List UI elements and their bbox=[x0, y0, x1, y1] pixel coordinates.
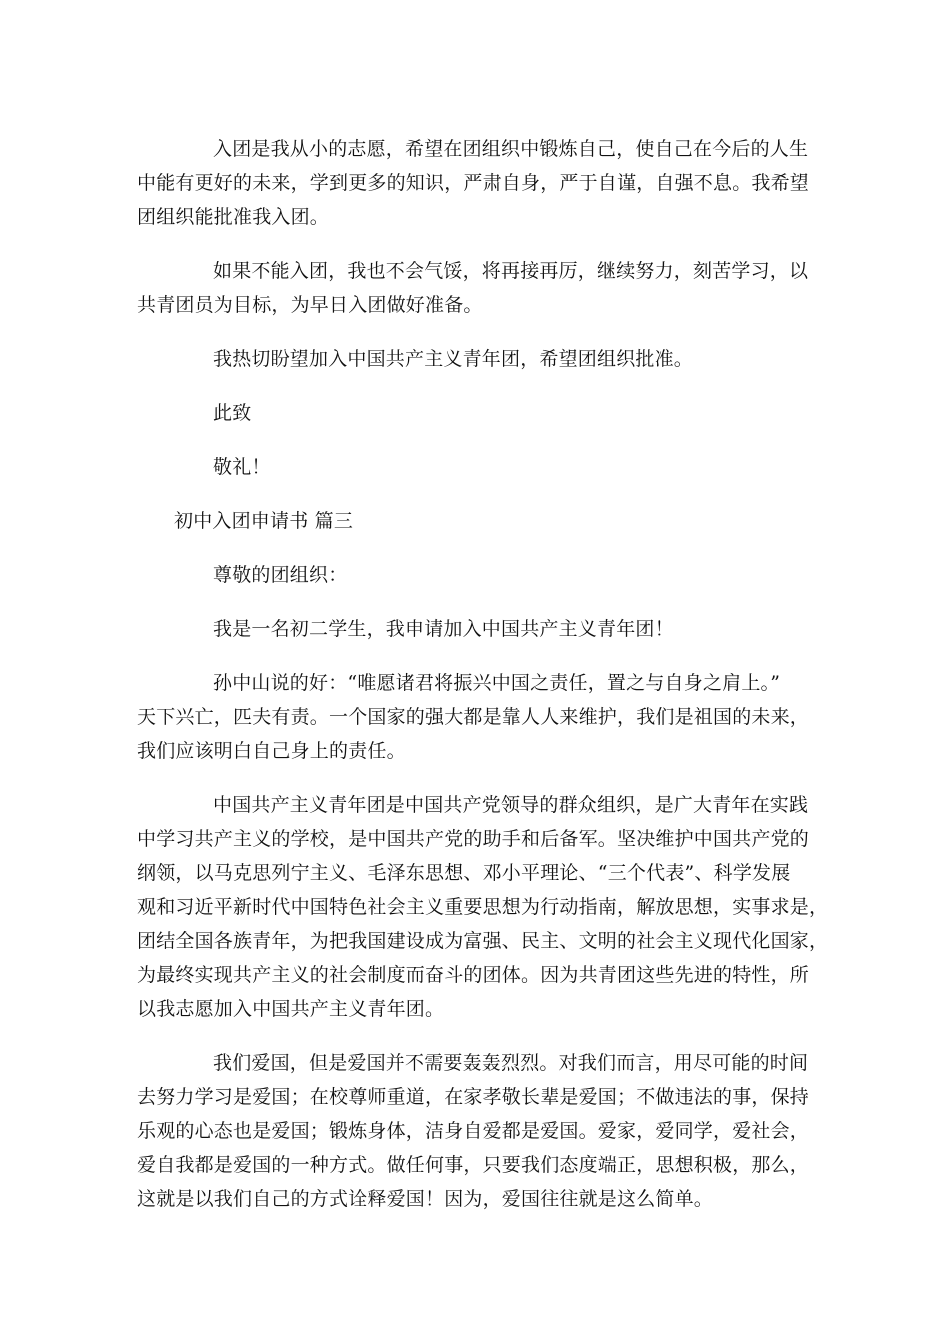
paragraph-line: 为最终实现共产主义的社会制度而奋斗的团体。因为共青团这些先进的特性，所 bbox=[137, 964, 810, 986]
paragraph-line: 中国共产主义青年团是中国共产党领导的群众组织，是广大青年在实践 bbox=[213, 794, 809, 816]
paragraph-line: 中学习共产主义的学校，是中国共产党的助手和后备军。坚决维护中国共产党的 bbox=[137, 828, 810, 850]
greeting-line: 尊敬的团组织： bbox=[213, 564, 348, 586]
closing-line: 此致 bbox=[213, 402, 252, 424]
paragraph-line: 这就是以我们自己的方式诠释爱国！因为，爱国往往就是这么简单。 bbox=[137, 1188, 714, 1210]
paragraph-line: 团组织能批准我入团。 bbox=[137, 206, 330, 228]
paragraph-line: 爱自我都是爱国的一种方式。做任何事，只要我们态度端正，思想积极，那么， bbox=[137, 1154, 810, 1176]
paragraph-line: 我是一名初二学生，我申请加入中国共产主义青年团！ bbox=[213, 618, 674, 640]
paragraph-line: 去努力学习是爱国；在校尊师重道，在家孝敬长辈是爱国；不做违法的事，保持 bbox=[137, 1086, 810, 1108]
salutation-line: 敬礼！ bbox=[213, 456, 271, 478]
paragraph-line: 孙中山说的好：“唯愿诸君将振兴中国之责任，置之与自身之肩上。” bbox=[213, 672, 781, 694]
paragraph-line: 观和习近平新时代中国特色社会主义重要思想为行动指南，解放思想，实事求是， bbox=[137, 896, 829, 918]
paragraph-line: 团结全国各族青年，为把我国建设成为富强、民主、文明的社会主义现代化国家， bbox=[137, 930, 829, 952]
paragraph-line: 我们爱国，但是爱国并不需要轰轰烈烈。对我们而言，用尽可能的时间 bbox=[213, 1052, 809, 1074]
paragraph-line: 我们应该明白自己身上的责任。 bbox=[137, 740, 406, 762]
paragraph-line: 以我志愿加入中国共产主义青年团。 bbox=[137, 998, 445, 1020]
paragraph-line: 乐观的心态也是爱国；锻炼身体，洁身自爱都是爱国。爱家，爱同学，爱社会， bbox=[137, 1120, 810, 1142]
paragraph-line: 如果不能入团，我也不会气馁，将再接再厉，继续努力，刻苦学习，以 bbox=[213, 260, 809, 282]
paragraph-line: 天下兴亡，匹夫有责。一个国家的强大都是靠人人来维护，我们是祖国的未来， bbox=[137, 706, 810, 728]
paragraph-line: 共青团员为目标，为早日入团做好准备。 bbox=[137, 294, 483, 316]
section-heading: 初中入团申请书 篇三 bbox=[174, 510, 354, 532]
paragraph-line: 入团是我从小的志愿，希望在团组织中锻炼自己，使自己在今后的人生 bbox=[213, 138, 809, 160]
document-page bbox=[137, 0, 829, 1344]
paragraph-line: 我热切盼望加入中国共产主义青年团，希望团组织批准。 bbox=[213, 348, 694, 370]
paragraph-line: 纲领，以马克思列宁主义、毛泽东思想、邓小平理论、“三个代表”、科学发展 bbox=[137, 862, 791, 884]
paragraph-line: 中能有更好的未来，学到更多的知识，严肃自身，严于自谨，自强不息。我希望 bbox=[137, 172, 810, 194]
